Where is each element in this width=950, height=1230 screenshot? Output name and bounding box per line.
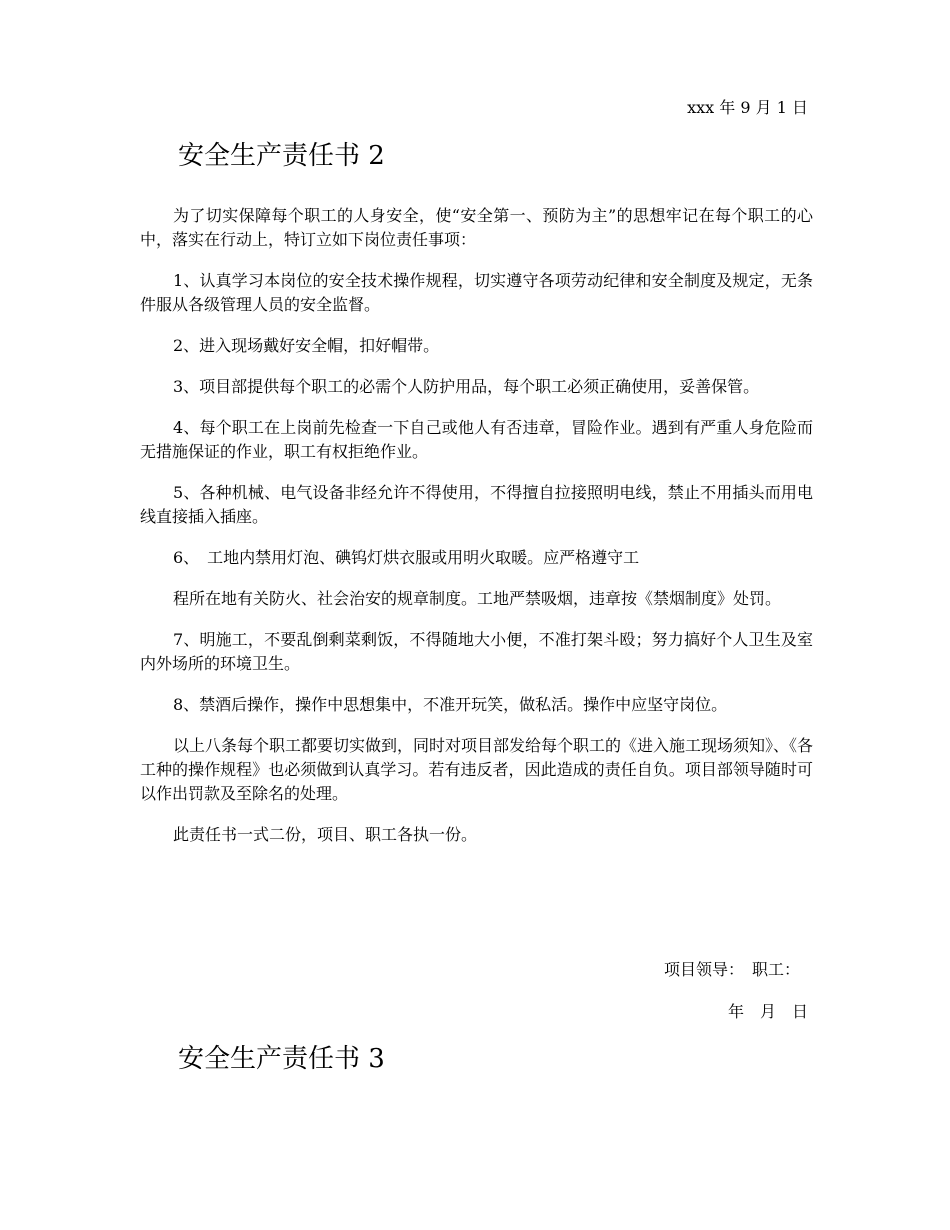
paragraph-item-6: 6、 工地内禁用灯泡、碘钨灯烘衣服或用明火取暖。应严格遵守工 (173, 548, 640, 567)
paragraph-item-7: 7、明施工，不要乱倒剩菜剩饭，不得随地大小便，不准打架斗殴；努力搞好个人卫生及室内外场所的环境卫生。 (140, 630, 813, 673)
signature-date-line: 年 月 日 (727, 1002, 808, 1021)
paragraph-item-1: 1、认真学习本岗位的安全技术操作规程，切实遵守各项劳动纪律和安全制度及规定，无条件服从各级管理人员的安全监督。 (140, 271, 813, 314)
paragraph-item-4: 4、每个职工在上岗前先检查一下自己或他人有否违章，冒险作业。遇到有严重人身危险而无措施保证的作业，职工有权拒绝作业。 (140, 418, 813, 461)
signature-line: 项目领导： 职工： (663, 960, 800, 979)
paragraph-intro: 为了切实保障每个职工的人身安全，使“安全第一、预防为主”的思想牢记在每个职工的心中，落实在行动上，特订立如下岗位责任事项： (140, 206, 813, 249)
paragraph-copies: 此责任书一式二份，项目、职工各执一份。 (173, 825, 478, 844)
paragraph-item-6-continued: 程所在地有关防火、社会治安的规章制度。工地严禁吸烟，违章按《禁烟制度》处罚。 (173, 589, 782, 608)
paragraph-item-5: 5、各种机械、电气设备非经允许不得使用，不得擅自拉接照明电线，禁止不用插头而用电线直接插入插座。 (140, 483, 813, 526)
paragraph-item-3: 3、项目部提供每个职工的必需个人防护用品，每个职工必须正确使用，妥善保管。 (173, 377, 760, 396)
paragraph-summary: 以上八条每个职工都要切实做到，同时对项目部发给每个职工的《进入施工现场须知》、《各工种的操作规程》也必须做到认真学习。若有违反者，因此造成的责任自负。项目部领导随时可以作出罚款及至除名的处理。 (140, 736, 814, 803)
date-line: xxx 年 9 月 1 日 (687, 98, 808, 117)
paragraph-item-8: 8、禁酒后操作，操作中思想集中，不准开玩笑，做私活。操作中应坚守岗位。 (173, 695, 728, 714)
paragraph-item-2: 2、进入现场戴好安全帽，扣好帽带。 (173, 336, 440, 355)
document-body (140, 204, 813, 864)
section-title-3: 安全生产责任书 3 (178, 1044, 385, 1074)
section-title-2: 安全生产责任书 2 (178, 141, 385, 171)
